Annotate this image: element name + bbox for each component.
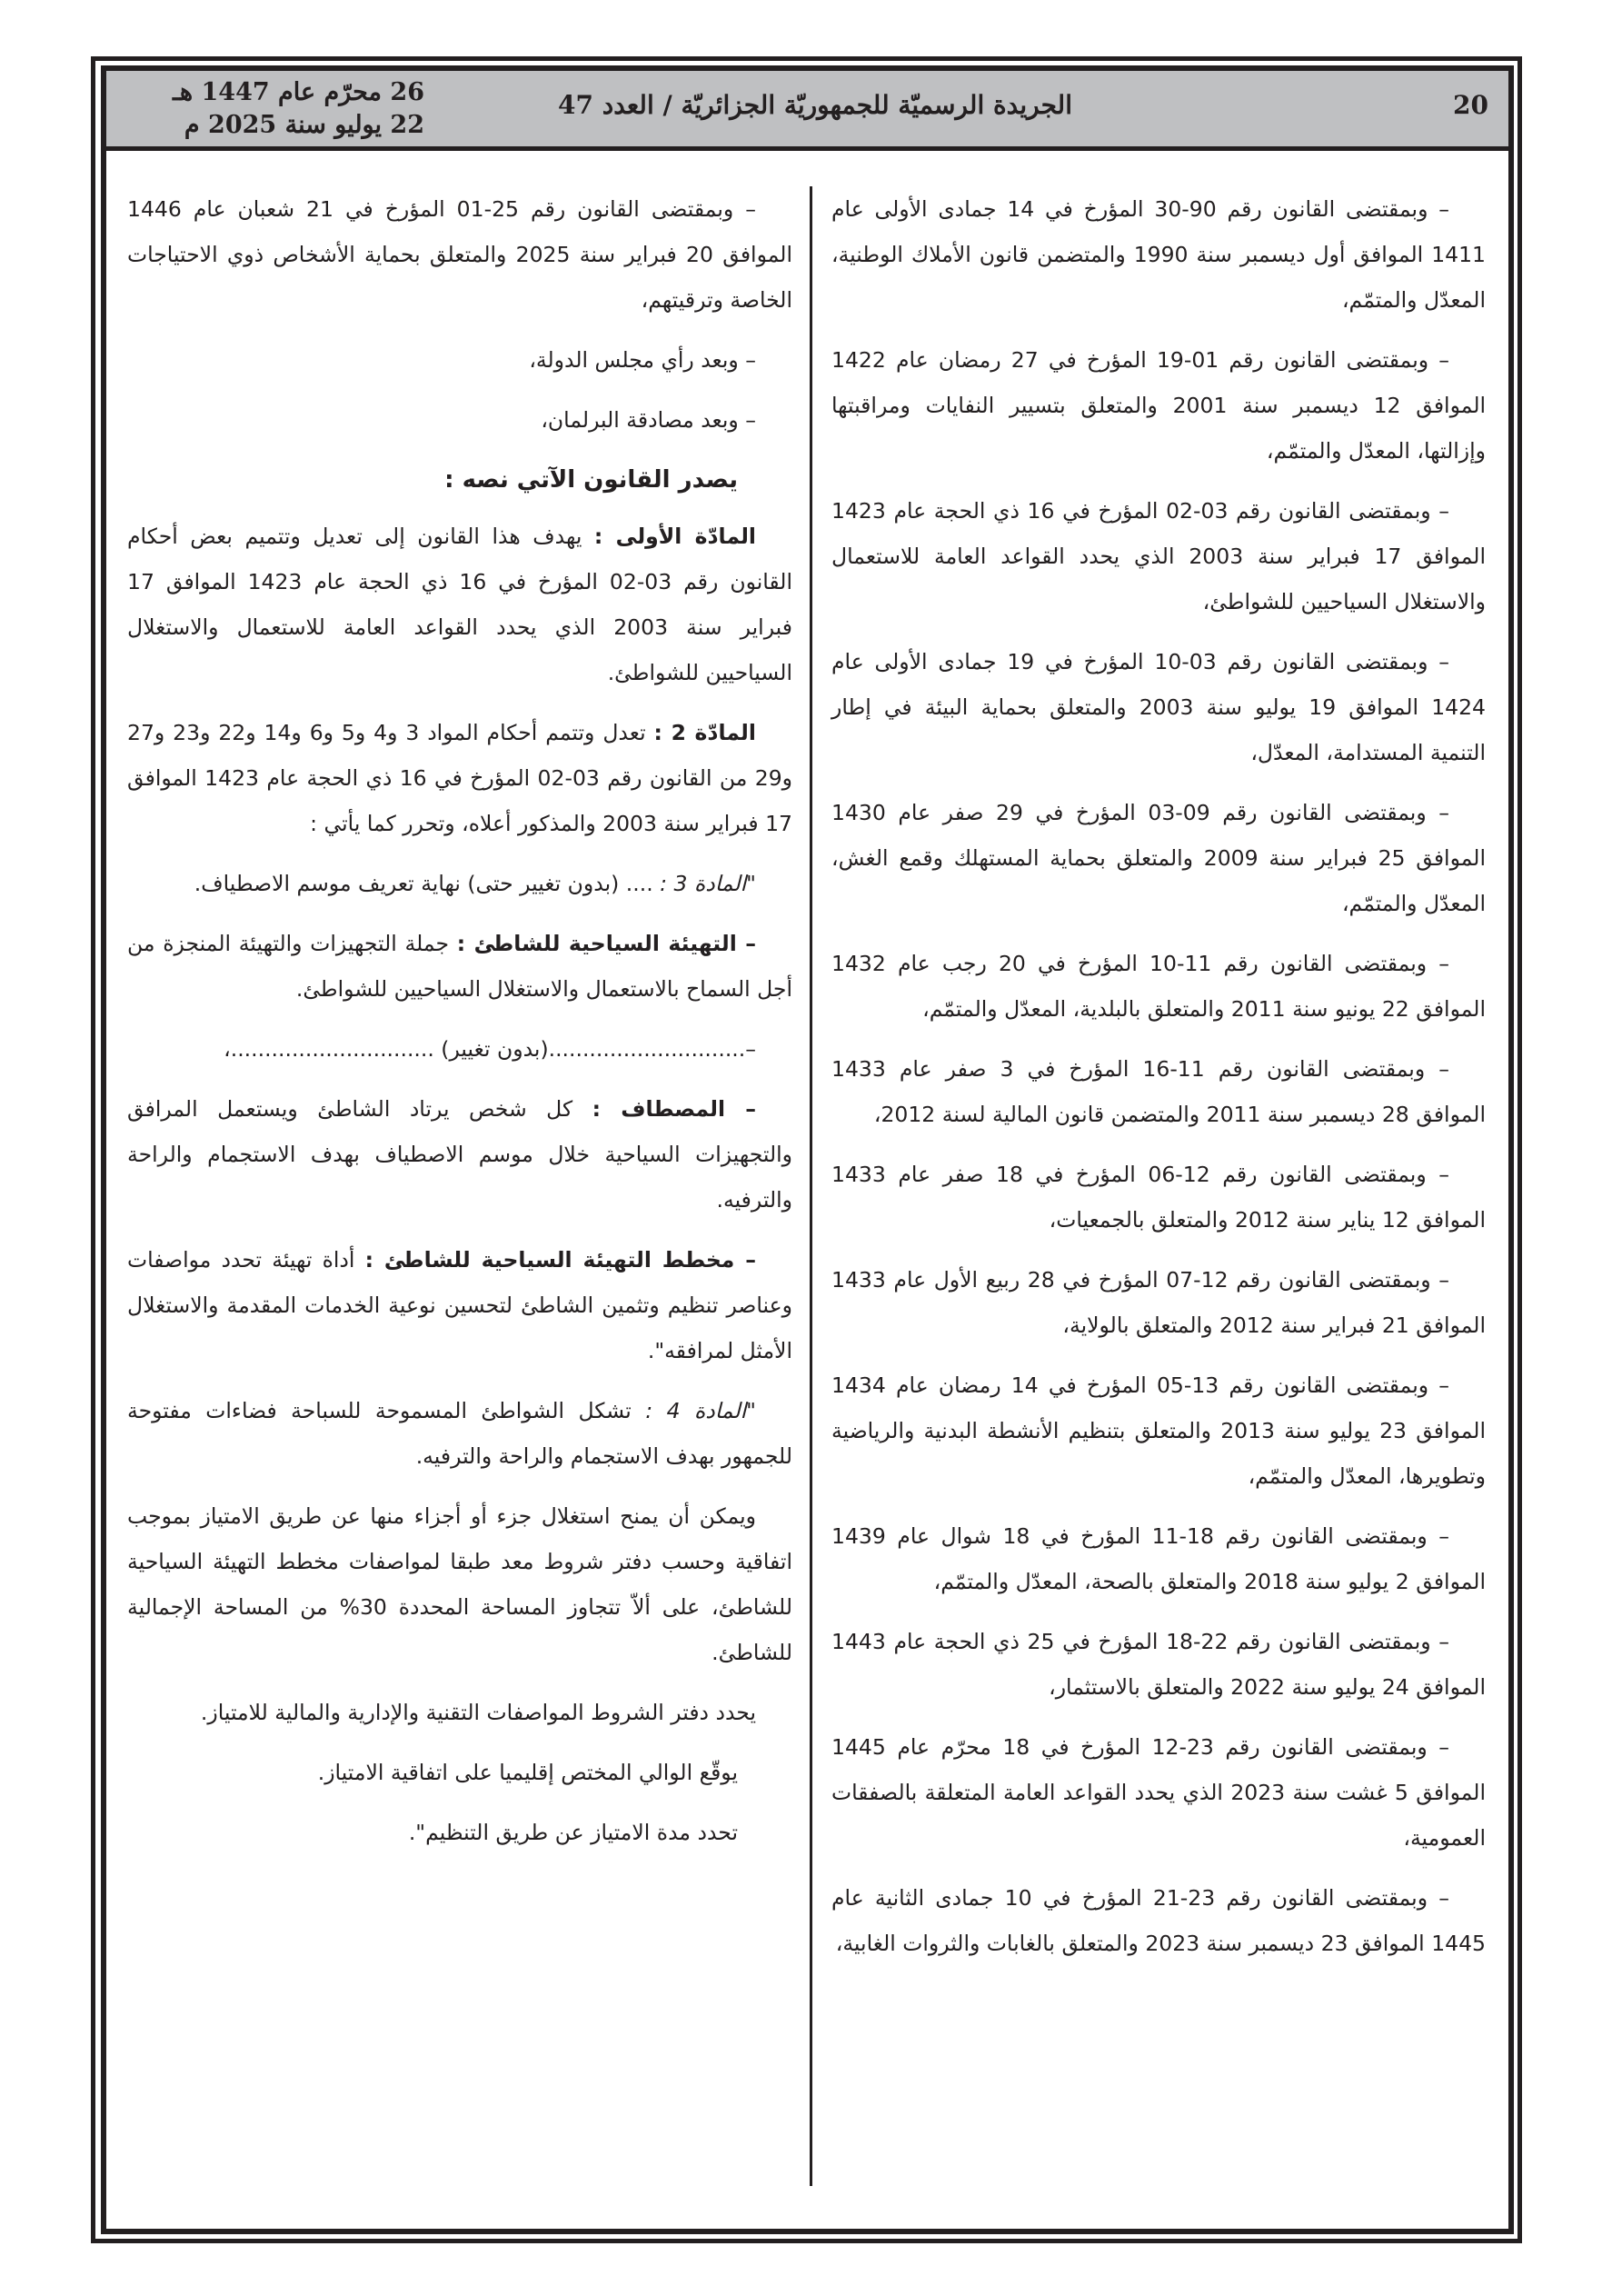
article-3-text: .... (بدون تغيير حتى) نهاية تعريف موسم الاصطياف. [194, 871, 661, 896]
citation-paragraph: – وبمقتضى القانون رقم 18-11 المؤرخ في 18 شوال عام 1439 الموافق 2 يوليو سنة 2018 والمتعلق بالصحة، المعدّل والمتمّم، [831, 1523, 1486, 1594]
right-column [831, 186, 1486, 1981]
definition-text: أداة تهيئة تحدد مواصفات وعناصر تنظيم وتثمين الشاطئ لتحسين نوعية الخدمات المقدمة والاستغلال الأمثل لمرافقه". [127, 1247, 792, 1363]
column-divider [810, 186, 812, 2186]
journal-title: الجريدة الرسميّة للجمهوريّة الجزائريّة / العدد 47 [558, 90, 1072, 120]
citation-paragraph: – وبمقتضى القانون رقم 23-21 المؤرخ في 10 جمادى الثانية عام 1445 الموافق 23 ديسمبر سنة 2023 والمتعلق بالغابات والثروات الغابية، [831, 1885, 1486, 1956]
page-number: 20 [1453, 90, 1488, 120]
definition-text: جملة التجهيزات والتهيئة المنجزة من أجل السماح بالاستعمال والاستغلال السياحيين للشواطئ. [127, 931, 792, 1002]
citation-paragraph: – وبمقتضى القانون رقم 11-10 المؤرخ في 20 رجب عام 1432 الموافق 22 يونيو سنة 2011 والمتعلق بالبلدية، المعدّل والمتمّم، [831, 951, 1486, 1022]
citation-paragraph: – وبمقتضى القانون رقم 11-16 المؤرخ في 3 صفر عام 1433 الموافق 28 ديسمبر سنة 2011 والمتضمن قانون المالية لسنة 2012، [831, 1056, 1486, 1127]
definition-tourist-development [127, 921, 792, 1012]
parliament-approval: – وبعد مصادقة البرلمان، [541, 407, 756, 433]
citation-paragraph: – وبمقتضى القانون رقم 12-06 المؤرخ في 18 صفر عام 1433 الموافق 12 يناير سنة 2012 والمتعلق بالجمعيات، [831, 1162, 1486, 1233]
article-1-label: المادّة الأولى : [593, 524, 756, 549]
specifications-paragraph: يحدد دفتر الشروط المواصفات التقنية والإدارية والمالية للامتياز. [200, 1700, 756, 1725]
article-3 [127, 861, 792, 906]
article-2-text: تعدل وتتمم أحكام المواد 3 و4 و5 و6 و14 و22 و23 و27 و29 من القانون رقم 03-02 المؤرخ في 16 ذي الحجة عام 1423 الموافق 17 فبراير سنة 2003 والمذكور أعلاه، وتحرر كما يأتي : [127, 720, 793, 836]
article-1 [127, 514, 792, 695]
promulgation-heading: يصدر القانون الآتي نصه : [444, 466, 738, 494]
article-2 [127, 710, 792, 846]
header-date [124, 76, 424, 142]
definition-label: – مخطط التهيئة السياحية للشاطئ : [364, 1247, 756, 1273]
definition-vacationer [127, 1086, 792, 1223]
header-date-gregorian: 22 يوليو سنة 2025 م [184, 111, 424, 139]
left-column [127, 186, 792, 1870]
citation-paragraph: – وبمقتضى القانون رقم 90-30 المؤرخ في 14 جمادى الأولى عام 1411 الموافق أول ديسمبر سنة 1990 والمتضمن قانون الأملاك الوطنية، المعدّل والمتمّم، [831, 196, 1486, 313]
citation-paragraph: – وبمقتضى القانون رقم 03-02 المؤرخ في 16 ذي الحجة عام 1423 الموافق 17 فبراير سنة 2003 الذي يحدد القواعد العامة للاستعمال والاستغلال السياحيين للشواطئ، [831, 498, 1486, 614]
council-opinion: – وبعد رأي مجلس الدولة، [529, 347, 756, 373]
citation-paragraph: – وبمقتضى القانون رقم 01-19 المؤرخ في 27 رمضان عام 1422 الموافق 12 ديسمبر سنة 2001 والمتعلق بتسيير النفايات ومراقبتها وإزالتها، المعدّل والمتمّم، [831, 347, 1487, 464]
concession-paragraph: ويمكن أن يمنح استغلال جزء أو أجزاء منها عن طريق الامتياز بموجب اتفاقية وحسب دفتر شروط معد طبقا لمواصفات مخطط التهيئة السياحية للشاطئ، على ألاّ تتجاوز المساحة المحددة 30% من المساحة الإجمالية للشاطئ. [127, 1503, 792, 1665]
citation-paragraph: – وبمقتضى القانون رقم 25-01 المؤرخ في 21 شعبان عام 1446 الموافق 20 فبراير سنة 2025 والمتعلق بحماية الأشخاص ذوي الاحتياجات الخاصة وترقيتهم، [127, 196, 793, 313]
citation-paragraph: – وبمقتضى القانون رقم 03-10 المؤرخ في 19 جمادى الأولى عام 1424 الموافق 19 يوليو سنة 2003 والمتعلق بحماية البيئة في إطار التنمية المستدامة، المعدّل، [831, 649, 1486, 765]
unchanged-line: –.............................(بدون تغيير) ..............................، [224, 1036, 756, 1062]
article-2-label: المادّة 2 : [653, 720, 756, 745]
citation-paragraph: – وبمقتضى القانون رقم 12-07 المؤرخ في 28 ربيع الأول عام 1433 الموافق 21 فبراير سنة 2012 والمتعلق بالولاية، [831, 1267, 1486, 1338]
article-3-label: "المادة 3 : [660, 871, 756, 896]
definition-label: – المصطاف : [592, 1096, 756, 1122]
concession-duration-paragraph: تحدد مدة الامتياز عن طريق التنظيم". [408, 1820, 738, 1845]
definition-text: كل شخص يرتاد الشاطئ ويستعمل المرافق والتجهيزات السياحية خلال موسم الاصطياف بهدف الاستجمام والراحة والترفيه. [127, 1096, 792, 1213]
header-date-hijri: 26 محرّم عام 1447 هـ [172, 78, 424, 106]
wali-signature-paragraph: يوقّع الوالي المختص إقليميا على اتفاقية الامتياز. [317, 1760, 738, 1785]
article-1-text: يهدف هذا القانون إلى تعديل وتتميم بعض أحكام القانون رقم 03-02 المؤرخ في 16 ذي الحجة عام 1423 الموافق 17 فبراير سنة 2003 الذي يحدد القواعد العامة للاستعمال والاستغلال السياحيين للشواطئ. [127, 524, 792, 685]
citation-paragraph: – وبمقتضى القانون رقم 13-05 المؤرخ في 14 رمضان عام 1434 الموافق 23 يوليو سنة 2013 والمتعلق بتنظيم الأنشطة البدنية والرياضية وتطويرها، المعدّل والمتمّم، [831, 1373, 1486, 1489]
article-4 [127, 1388, 792, 1479]
citation-paragraph: – وبمقتضى القانون رقم 22-18 المؤرخ في 25 ذي الحجة عام 1443 الموافق 24 يوليو سنة 2022 والمتعلق بالاستثمار، [831, 1629, 1486, 1700]
citation-paragraph: – وبمقتضى القانون رقم 23-12 المؤرخ في 18 محرّم عام 1445 الموافق 5 غشت سنة 2023 الذي يحدد القواعد العامة المتعلقة بالصفقات العمومية، [831, 1734, 1486, 1851]
citation-paragraph: – وبمقتضى القانون رقم 09-03 المؤرخ في 29 صفر عام 1430 الموافق 25 فبراير سنة 2009 والمتعلق بحماية المستهلك وقمع الغش، المعدّل والمتمّم، [831, 800, 1486, 916]
article-4-text: تشكل الشواطئ المسموحة للسباحة فضاءات مفتوحة للجمهور بهدف الاستجمام والراحة والترفيه. [127, 1398, 792, 1469]
definition-label: – التهيئة السياحية للشاطئ : [456, 931, 756, 956]
article-4-label: "المادة 4 : [645, 1398, 756, 1423]
definition-development-plan [127, 1237, 792, 1373]
page-header [106, 71, 1508, 151]
